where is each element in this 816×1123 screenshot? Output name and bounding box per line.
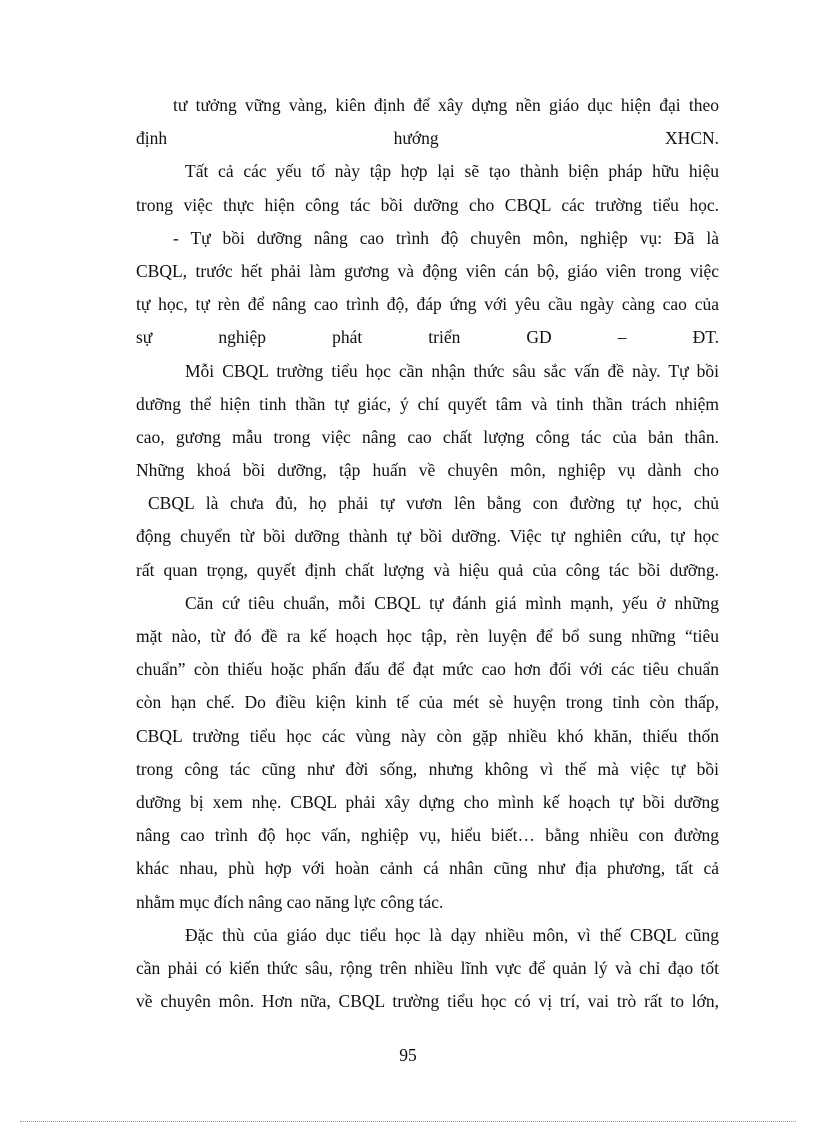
text-line: Tất cả các yếu tố này tập hợp lại sẽ tạo thành biện pháp hữu hiệu	[185, 161, 719, 182]
text-line: Đặc thù của giáo dục tiểu học là dạy nhiều môn, vì thế CBQL cũng	[185, 924, 719, 945]
text-line: CBQL là chưa đủ, họ phải tự vươn lên bằng con đường tự học, chủ	[148, 493, 719, 514]
text-line: CBQL, trước hết phải làm gương và động viên cán bộ, giáo viên trong việc	[136, 260, 719, 281]
text-line: sự nghiệp phát triển GD – ĐT.	[136, 327, 719, 348]
text-line: về chuyên môn. Hơn nữa, CBQL trường tiểu học có vị trí, vai trò rất to lớn,	[136, 991, 719, 1012]
text-line: dưỡng bị xem nhẹ. CBQL phải xây dựng cho mình kế hoạch tự bồi dưỡng	[136, 791, 719, 812]
text-line: cần phải có kiến thức sâu, rộng trên nhiều lĩnh vực để quản lý và chỉ đạo tốt	[136, 957, 719, 978]
text-line: Mỗi CBQL trường tiểu học cần nhận thức sâu sắc vấn đề này. Tự bồi	[185, 360, 719, 381]
text-line: chuẩn” còn thiếu hoặc phấn đấu để đạt mức cao hơn đối với các tiêu chuẩn	[136, 659, 719, 680]
text-line: trong công tác cũng như đời sống, nhưng không vì thế mà việc tự bồi	[136, 758, 719, 779]
document-body	[136, 89, 719, 1018]
page-bottom-divider	[20, 1121, 796, 1122]
text-line: cao, gương mẫu trong việc nâng cao chất lượng công tác của bản thân.	[136, 426, 719, 447]
text-line: nâng cao trình độ học vấn, nghiệp vụ, hiểu biết… bằng nhiều con đường	[136, 825, 719, 846]
page-number: 95	[399, 1045, 417, 1065]
text-line: dưỡng thể hiện tinh thần tự giác, ý chí quyết tâm và tinh thần trách nhiệm	[136, 393, 719, 414]
text-line: nhằm mục đích nâng cao năng lực công tác.	[136, 891, 444, 912]
text-line: định hướng XHCN.	[136, 128, 719, 149]
text-line: còn hạn chế. Do điều kiện kinh tế của mét sè huyện trong tỉnh còn thấp,	[136, 692, 719, 713]
text-line: Những khoá bồi dưỡng, tập huấn về chuyên môn, nghiệp vụ dành cho	[136, 460, 719, 481]
text-line: tư tưởng vững vàng, kiên định để xây dựng nền giáo dục hiện đại theo	[173, 95, 719, 115]
text-line: động chuyển từ bồi dưỡng thành tự bồi dưỡng. Việc tự nghiên cứu, tự học	[136, 526, 719, 547]
text-line: CBQL trường tiểu học các vùng này còn gặp nhiều khó khăn, thiếu thốn	[136, 725, 719, 746]
text-line: rất quan trọng, quyết định chất lượng và hiệu quả của công tác bồi dưỡng.	[136, 559, 719, 580]
text-line: - Tự bồi dưỡng nâng cao trình độ chuyên môn, nghiệp vụ: Đã là	[173, 227, 719, 248]
text-line: Căn cứ tiêu chuẩn, mỗi CBQL tự đánh giá mình mạnh, yếu ở những	[185, 592, 719, 613]
text-line: tự học, tự rèn để nâng cao trình độ, đáp ứng với yêu cầu ngày càng cao của	[136, 294, 719, 315]
text-line: trong việc thực hiện công tác bồi dưỡng cho CBQL các trường tiểu học.	[136, 194, 719, 215]
text-line: mặt nào, từ đó đề ra kế hoạch học tập, rèn luyện để bổ sung những “tiêu	[136, 626, 719, 646]
text-line: khác nhau, phù hợp với hoàn cảnh cá nhân cũng như địa phương, tất cả	[136, 858, 719, 879]
